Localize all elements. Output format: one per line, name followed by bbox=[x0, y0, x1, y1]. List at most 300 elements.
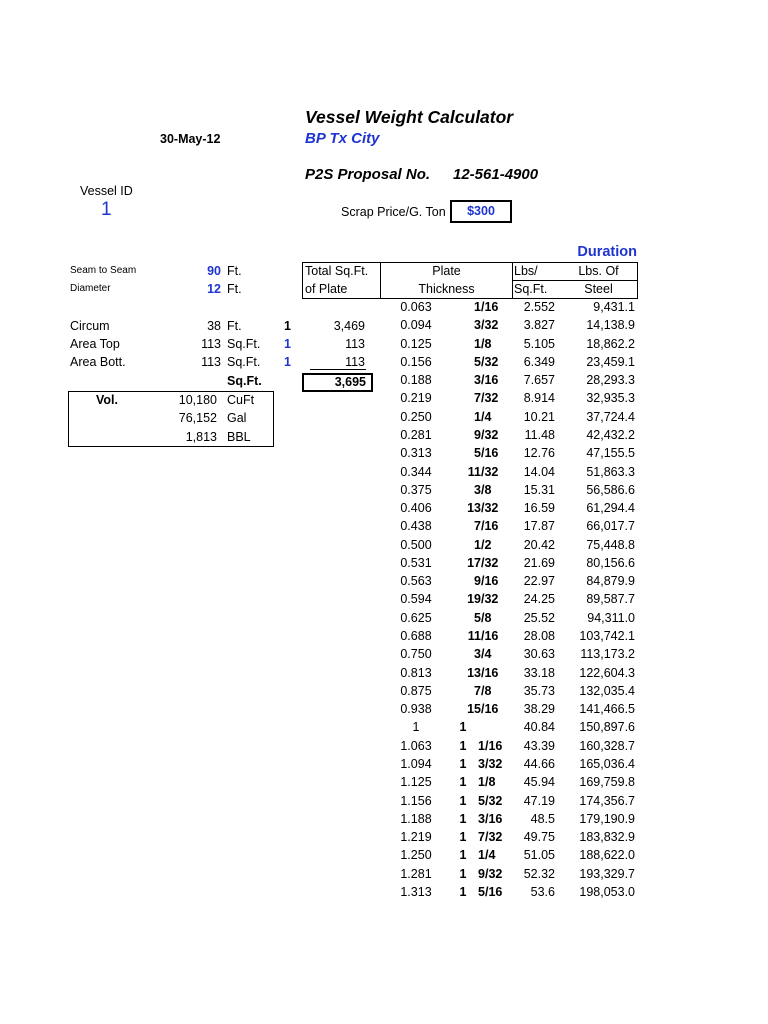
thickness-fraction bbox=[444, 883, 502, 901]
lbs-per-sqft: 16.59 bbox=[523, 501, 555, 516]
thickness-decimal: 0.531 bbox=[400, 555, 432, 570]
thickness-row bbox=[0, 517, 768, 535]
fraction-slash: / bbox=[481, 409, 485, 424]
lbs-of-steel: 56,586.6 bbox=[586, 482, 635, 497]
fraction-numerator: 5 bbox=[474, 446, 481, 461]
duration-label: Duration bbox=[577, 244, 637, 260]
thickness-fraction bbox=[440, 444, 498, 462]
fraction-denominator: 16 bbox=[484, 574, 499, 589]
circum-count: 1 bbox=[284, 319, 291, 333]
thickness-row bbox=[0, 536, 768, 554]
fraction-numerator: 7 bbox=[478, 830, 485, 845]
lbs-of-steel: 42,432.2 bbox=[586, 427, 635, 442]
fraction-numerator: 9 bbox=[478, 866, 485, 881]
thickness-fraction bbox=[440, 316, 498, 334]
fraction-numerator: 9 bbox=[474, 574, 481, 589]
lbs-of-steel: 193,329.7 bbox=[579, 866, 635, 881]
thickness-row bbox=[0, 554, 768, 572]
thickness-fraction bbox=[440, 389, 498, 407]
volume-cuft-value: 10,180 bbox=[178, 393, 217, 407]
thickness-decimal: 0.563 bbox=[400, 574, 432, 589]
thickness-row bbox=[0, 408, 768, 426]
fraction-denominator: 16 bbox=[484, 629, 499, 644]
thickness-decimal: 0.250 bbox=[400, 409, 432, 424]
lbs-per-sqft: 48.5 bbox=[530, 811, 555, 826]
fraction-denominator: 2 bbox=[484, 537, 492, 552]
thickness-fraction bbox=[440, 298, 498, 316]
fraction-slash: / bbox=[485, 830, 489, 845]
lbs-per-sqft: 17.87 bbox=[523, 519, 555, 534]
fraction-numerator: 7 bbox=[474, 391, 481, 406]
fraction-denominator: 8 bbox=[484, 610, 492, 625]
fraction-denominator: 32 bbox=[484, 501, 499, 516]
thickness-row bbox=[0, 664, 768, 682]
thickness-row bbox=[0, 773, 768, 791]
thickness-whole-inches: 1 bbox=[459, 757, 467, 771]
fraction-slash: / bbox=[485, 775, 489, 790]
lbs-per-sqft: 49.75 bbox=[523, 830, 555, 845]
thickness-decimal: 1.156 bbox=[400, 793, 432, 808]
lbs-per-sqft: 43.39 bbox=[523, 738, 555, 753]
area-top-unit: Sq.Ft. bbox=[227, 337, 261, 351]
fraction-slash: / bbox=[481, 391, 485, 406]
volume-bbl-unit: BBL bbox=[227, 429, 251, 444]
header-lbs-per-sqft: Lbs/ bbox=[514, 264, 538, 278]
thickness-row bbox=[0, 792, 768, 810]
lbs-per-sqft: 44.66 bbox=[523, 757, 555, 771]
vessel-id-value: 1 bbox=[101, 199, 112, 220]
fraction-denominator: 16 bbox=[484, 665, 499, 680]
volume-bbl-value: 1,813 bbox=[185, 429, 217, 444]
lbs-per-sqft: 7.657 bbox=[523, 373, 555, 388]
volume-gal-value: 76,152 bbox=[178, 411, 217, 426]
thickness-whole-inches: 1 bbox=[459, 738, 467, 753]
thickness-decimal: 0.750 bbox=[400, 647, 432, 662]
fraction-slash: / bbox=[481, 501, 485, 516]
lbs-of-steel: 28,293.3 bbox=[586, 373, 635, 388]
thickness-row bbox=[0, 590, 768, 608]
fraction-denominator: 16 bbox=[484, 373, 499, 388]
area-bott-label: Area Bott. bbox=[70, 355, 126, 369]
fraction-denominator: 32 bbox=[484, 318, 499, 333]
thickness-decimal: 0.125 bbox=[400, 336, 432, 351]
thickness-fraction bbox=[444, 792, 502, 810]
lbs-of-steel: 132,035.4 bbox=[579, 683, 635, 698]
thickness-fraction bbox=[440, 572, 498, 590]
area-top-label: Area Top bbox=[70, 337, 120, 351]
lbs-of-steel: 61,294.4 bbox=[586, 501, 635, 516]
fraction-slash: / bbox=[481, 574, 485, 589]
thickness-whole-inches: 1 bbox=[459, 884, 467, 899]
fraction-numerator: 1 bbox=[478, 848, 485, 863]
thickness-fraction bbox=[440, 590, 498, 608]
thickness-row bbox=[0, 609, 768, 627]
lbs-per-sqft: 21.69 bbox=[523, 555, 555, 570]
fraction-numerator: 17 bbox=[467, 555, 481, 570]
fraction-denominator: 32 bbox=[484, 391, 499, 406]
thickness-fraction bbox=[440, 645, 491, 663]
thickness-fraction bbox=[440, 627, 498, 645]
area-top-total-sqft: 113 bbox=[345, 337, 365, 351]
thickness-fraction bbox=[444, 865, 502, 883]
fraction-slash: / bbox=[485, 757, 489, 771]
lbs-per-sqft: 8.914 bbox=[523, 391, 555, 406]
thickness-fraction bbox=[444, 846, 495, 864]
lbs-of-steel: 122,604.3 bbox=[579, 665, 635, 680]
thickness-decimal: 1.094 bbox=[400, 757, 432, 771]
thickness-decimal: 0.625 bbox=[400, 610, 432, 625]
lbs-of-steel: 51,863.3 bbox=[586, 464, 635, 479]
lbs-per-sqft: 45.94 bbox=[523, 775, 555, 790]
thickness-row bbox=[0, 353, 768, 371]
fraction-denominator: 8 bbox=[488, 775, 496, 790]
thickness-row bbox=[0, 426, 768, 444]
thickness-decimal: 0.344 bbox=[400, 464, 432, 479]
lbs-of-steel: 89,587.7 bbox=[586, 592, 635, 607]
lbs-of-steel: 32,935.3 bbox=[586, 391, 635, 406]
fraction-slash: / bbox=[481, 629, 485, 644]
thickness-decimal: 1.281 bbox=[400, 866, 432, 881]
thickness-decimal: 0.406 bbox=[400, 501, 432, 516]
header-total-sqft-line2: of Plate bbox=[305, 282, 348, 296]
thickness-fraction bbox=[444, 737, 502, 755]
fraction-numerator: 5 bbox=[478, 793, 485, 808]
fraction-denominator: 4 bbox=[484, 409, 492, 424]
fraction-denominator: 32 bbox=[484, 427, 499, 442]
lbs-of-steel: 183,832.9 bbox=[579, 830, 635, 845]
fraction-denominator: 8 bbox=[484, 683, 492, 698]
fraction-numerator: 11 bbox=[467, 629, 481, 644]
fraction-numerator: 1 bbox=[474, 409, 481, 424]
circum-unit: Ft. bbox=[227, 319, 242, 333]
thickness-fraction bbox=[440, 353, 498, 371]
fraction-denominator: 32 bbox=[488, 793, 503, 808]
fraction-numerator: 5 bbox=[478, 884, 485, 899]
thickness-decimal: 0.375 bbox=[400, 482, 432, 497]
thickness-fraction bbox=[440, 463, 498, 481]
fraction-denominator: 32 bbox=[488, 866, 503, 881]
fraction-numerator: 11 bbox=[467, 464, 481, 479]
fraction-numerator: 13 bbox=[467, 501, 481, 516]
circum-total-sqft: 3,469 bbox=[333, 319, 365, 333]
lbs-of-steel: 165,036.4 bbox=[579, 757, 635, 771]
lbs-per-sqft: 52.32 bbox=[523, 866, 555, 881]
lbs-per-sqft: 10.21 bbox=[523, 409, 555, 424]
lbs-per-sqft: 25.52 bbox=[523, 610, 555, 625]
thickness-decimal: 0.313 bbox=[400, 446, 432, 461]
thickness-fraction bbox=[440, 499, 498, 517]
lbs-of-steel: 37,724.4 bbox=[586, 409, 635, 424]
area-bott-total-sqft: 113 bbox=[345, 355, 365, 369]
total-area-unit: Sq.Ft. bbox=[227, 374, 262, 388]
thickness-fraction bbox=[440, 481, 491, 499]
fraction-slash: / bbox=[481, 702, 485, 717]
fraction-denominator: 32 bbox=[484, 354, 499, 369]
thickness-fraction bbox=[440, 371, 498, 389]
thickness-row bbox=[0, 316, 768, 334]
thickness-decimal: 0.688 bbox=[400, 629, 432, 644]
thickness-whole-inches: 1 bbox=[459, 830, 467, 845]
thickness-whole-inches: 1 bbox=[459, 866, 467, 881]
lbs-per-sqft: 6.349 bbox=[523, 354, 555, 369]
thickness-row bbox=[0, 481, 768, 499]
thickness-fraction bbox=[444, 828, 502, 846]
diameter-unit: Ft. bbox=[227, 282, 242, 296]
thickness-row bbox=[0, 755, 768, 773]
header-lbs-of-steel-line2: Steel bbox=[584, 282, 613, 296]
fraction-slash: / bbox=[485, 848, 489, 863]
lbs-of-steel: 188,622.0 bbox=[579, 848, 635, 863]
thickness-row bbox=[0, 865, 768, 883]
lbs-of-steel: 14,138.9 bbox=[586, 318, 635, 333]
thickness-decimal: 0.438 bbox=[400, 519, 432, 534]
fraction-slash: / bbox=[481, 336, 485, 351]
fraction-denominator: 16 bbox=[484, 300, 499, 314]
header-plate-thickness-line2: Thickness bbox=[418, 282, 475, 296]
thickness-decimal: 0.188 bbox=[400, 373, 432, 388]
fraction-slash: / bbox=[481, 354, 485, 369]
thickness-decimal: 0.938 bbox=[400, 702, 432, 717]
lbs-per-sqft: 51.05 bbox=[523, 848, 555, 863]
lbs-per-sqft: 12.76 bbox=[523, 446, 555, 461]
fraction-denominator: 16 bbox=[488, 811, 503, 826]
fraction-slash: / bbox=[481, 592, 485, 607]
area-top-count: 1 bbox=[284, 337, 291, 351]
fraction-slash: / bbox=[481, 464, 485, 479]
lbs-per-sqft: 3.827 bbox=[523, 318, 555, 333]
thickness-row bbox=[0, 883, 768, 901]
fraction-denominator: 32 bbox=[488, 830, 503, 845]
thickness-fraction bbox=[444, 773, 495, 791]
thickness-fraction bbox=[440, 554, 498, 572]
thickness-decimal: 0.594 bbox=[400, 592, 432, 607]
fraction-denominator: 4 bbox=[488, 848, 496, 863]
fraction-numerator: 15 bbox=[467, 702, 481, 717]
thickness-row bbox=[0, 737, 768, 755]
fraction-numerator: 7 bbox=[474, 683, 481, 698]
header-lbs-per-sqft-line2: Sq.Ft. bbox=[514, 282, 548, 296]
thickness-decimal: 0.281 bbox=[400, 427, 432, 442]
area-bott-unit: Sq.Ft. bbox=[227, 355, 261, 369]
fraction-denominator: 32 bbox=[484, 555, 499, 570]
fraction-denominator: 16 bbox=[484, 702, 499, 717]
fraction-numerator: 1 bbox=[474, 300, 481, 314]
lbs-per-sqft: 14.04 bbox=[523, 464, 555, 479]
lbs-per-sqft: 11.48 bbox=[524, 427, 555, 442]
thickness-fraction bbox=[444, 810, 502, 828]
fraction-slash: / bbox=[481, 647, 485, 662]
lbs-per-sqft: 38.29 bbox=[523, 702, 555, 717]
fraction-denominator: 32 bbox=[488, 757, 503, 771]
thickness-fraction bbox=[440, 408, 491, 426]
lbs-per-sqft: 5.105 bbox=[523, 336, 555, 351]
fraction-numerator: 1 bbox=[474, 336, 481, 351]
fraction-numerator: 3 bbox=[474, 318, 481, 333]
seam-to-seam-label: Seam to Seam bbox=[70, 265, 137, 276]
fraction-denominator: 4 bbox=[484, 647, 492, 662]
fraction-denominator: 8 bbox=[484, 336, 492, 351]
lbs-per-sqft: 47.19 bbox=[523, 793, 555, 808]
circum-label: Circum bbox=[70, 319, 110, 333]
proposal-number: 12-561-4900 bbox=[453, 166, 539, 183]
lbs-per-sqft: 35.73 bbox=[523, 683, 555, 698]
area-bott-count: 1 bbox=[284, 355, 291, 369]
fraction-denominator: 16 bbox=[484, 519, 499, 534]
fraction-numerator: 13 bbox=[467, 665, 481, 680]
thickness-fraction bbox=[440, 664, 498, 682]
header-lbs-of-steel: Lbs. Of bbox=[578, 264, 619, 278]
thickness-whole-inches: 1 bbox=[459, 811, 467, 826]
thickness-decimal: 1.188 bbox=[400, 811, 432, 826]
fraction-slash: / bbox=[481, 665, 485, 680]
lbs-per-sqft: 53.6 bbox=[530, 884, 555, 899]
thickness-decimal: 0.219 bbox=[400, 391, 432, 406]
diameter-value: 12 bbox=[207, 282, 221, 296]
fraction-slash: / bbox=[481, 555, 485, 570]
fraction-numerator: 5 bbox=[474, 354, 481, 369]
fraction-slash: / bbox=[481, 537, 485, 552]
lbs-of-steel: 169,759.8 bbox=[579, 775, 635, 790]
fraction-slash: / bbox=[485, 738, 489, 753]
scrap-price-label: Scrap Price/G. Ton bbox=[341, 205, 446, 219]
lbs-per-sqft: 40.84 bbox=[523, 720, 555, 735]
thickness-row bbox=[0, 463, 768, 481]
fraction-numerator: 1 bbox=[474, 537, 481, 552]
lbs-per-sqft: 24.25 bbox=[523, 592, 555, 607]
lbs-of-steel: 179,190.9 bbox=[579, 811, 635, 826]
fraction-denominator: 16 bbox=[488, 884, 503, 899]
lbs-of-steel: 75,448.8 bbox=[586, 537, 635, 552]
fraction-slash: / bbox=[485, 866, 489, 881]
fraction-numerator: 3 bbox=[474, 482, 481, 497]
fraction-denominator: 16 bbox=[488, 738, 503, 753]
thickness-fraction bbox=[444, 755, 502, 773]
thickness-decimal: 1.313 bbox=[400, 884, 432, 899]
header-plate-thickness: Plate bbox=[432, 264, 461, 278]
thickness-decimal: 1.125 bbox=[400, 775, 432, 790]
fraction-numerator: 3 bbox=[474, 647, 481, 662]
fraction-denominator: 32 bbox=[484, 464, 499, 479]
fraction-slash: / bbox=[481, 610, 485, 625]
fraction-numerator: 5 bbox=[474, 610, 481, 625]
header-total-sqft: Total Sq.Ft. bbox=[305, 264, 369, 278]
thickness-whole-inches: 1 bbox=[459, 848, 467, 863]
total-area-value: 3,695 bbox=[302, 373, 373, 392]
circum-value: 38 bbox=[207, 319, 221, 333]
volume-cuft-unit: CuFt bbox=[227, 393, 255, 407]
lbs-of-steel: 103,742.1 bbox=[579, 629, 635, 644]
thickness-row bbox=[0, 389, 768, 407]
fraction-numerator: 9 bbox=[474, 427, 481, 442]
fraction-slash: / bbox=[481, 300, 485, 314]
thickness-decimal: 1.063 bbox=[400, 738, 432, 753]
fraction-slash: / bbox=[481, 318, 485, 333]
lbs-per-sqft: 2.552 bbox=[523, 300, 555, 314]
fraction-slash: / bbox=[481, 683, 485, 698]
proposal-label: P2S Proposal No. bbox=[305, 166, 431, 183]
thickness-row bbox=[0, 627, 768, 645]
thickness-row bbox=[0, 682, 768, 700]
fraction-denominator: 8 bbox=[484, 482, 492, 497]
thickness-decimal: 0.094 bbox=[400, 318, 432, 333]
page-title: Vessel Weight Calculator bbox=[305, 107, 514, 127]
thickness-row bbox=[0, 371, 768, 389]
lbs-of-steel: 94,311.0 bbox=[587, 610, 635, 625]
lbs-per-sqft: 22.97 bbox=[523, 574, 555, 589]
lbs-per-sqft: 30.63 bbox=[523, 647, 555, 662]
area-bott-value: 113 bbox=[201, 355, 221, 369]
thickness-decimal: 1 bbox=[412, 720, 420, 735]
lbs-of-steel: 198,053.0 bbox=[579, 884, 635, 899]
thickness-row bbox=[0, 298, 768, 316]
thickness-decimal: 0.813 bbox=[400, 665, 432, 680]
thickness-row bbox=[0, 810, 768, 828]
fraction-slash: / bbox=[481, 519, 485, 534]
area-top-value: 113 bbox=[201, 337, 221, 351]
fraction-slash: / bbox=[485, 811, 489, 826]
thickness-decimal: 1.219 bbox=[400, 830, 432, 845]
fraction-slash: / bbox=[481, 373, 485, 388]
seam-to-seam-unit: Ft. bbox=[227, 264, 242, 278]
thickness-row bbox=[0, 499, 768, 517]
thickness-fraction bbox=[440, 426, 498, 444]
thickness-fraction bbox=[440, 682, 491, 700]
vessel-id-label: Vessel ID bbox=[80, 184, 133, 198]
lbs-of-steel: 80,156.6 bbox=[586, 555, 635, 570]
lbs-per-sqft: 33.18 bbox=[523, 665, 555, 680]
fraction-numerator: 1 bbox=[478, 775, 485, 790]
thickness-decimal: 0.156 bbox=[400, 354, 432, 369]
fraction-numerator: 3 bbox=[478, 811, 485, 826]
lbs-per-sqft: 15.31 bbox=[523, 482, 555, 497]
seam-to-seam-value: 90 bbox=[207, 264, 221, 278]
volume-gal-unit: Gal bbox=[227, 411, 247, 426]
thickness-decimal: 1.250 bbox=[400, 848, 432, 863]
fraction-slash: / bbox=[481, 482, 485, 497]
sheet-date: 30-May-12 bbox=[160, 132, 221, 146]
thickness-decimal: 0.875 bbox=[400, 683, 432, 698]
thickness-row bbox=[0, 828, 768, 846]
thickness-fraction bbox=[440, 700, 498, 718]
lbs-of-steel: 150,897.6 bbox=[579, 720, 635, 735]
fraction-slash: / bbox=[481, 446, 485, 461]
thickness-fraction bbox=[440, 335, 491, 353]
lbs-of-steel: 160,328.7 bbox=[579, 738, 635, 753]
lbs-of-steel: 66,017.7 bbox=[586, 519, 635, 534]
fraction-denominator: 16 bbox=[484, 446, 499, 461]
lbs-of-steel: 23,459.1 bbox=[586, 354, 635, 369]
fraction-numerator: 1 bbox=[478, 738, 485, 753]
site-name: BP Tx City bbox=[305, 130, 380, 147]
thickness-whole-inches: 1 bbox=[459, 793, 467, 808]
lbs-per-sqft: 28.08 bbox=[523, 629, 555, 644]
fraction-denominator: 32 bbox=[484, 592, 499, 607]
lbs-of-steel: 113,173.2 bbox=[580, 647, 635, 662]
lbs-of-steel: 141,466.5 bbox=[579, 702, 635, 717]
fraction-numerator: 19 bbox=[467, 592, 481, 607]
fraction-numerator: 3 bbox=[478, 757, 485, 771]
lbs-of-steel: 174,356.7 bbox=[579, 793, 635, 808]
thickness-fraction bbox=[440, 536, 491, 554]
thickness-fraction bbox=[440, 517, 498, 535]
lbs-of-steel: 9,431.1 bbox=[593, 300, 635, 314]
diameter-label: Diameter bbox=[70, 283, 111, 294]
thickness-fraction bbox=[440, 609, 491, 627]
thickness-row bbox=[0, 846, 768, 864]
fraction-slash: / bbox=[485, 884, 489, 899]
lbs-of-steel: 84,879.9 bbox=[586, 574, 635, 589]
scrap-price-value: $300 bbox=[450, 200, 512, 223]
